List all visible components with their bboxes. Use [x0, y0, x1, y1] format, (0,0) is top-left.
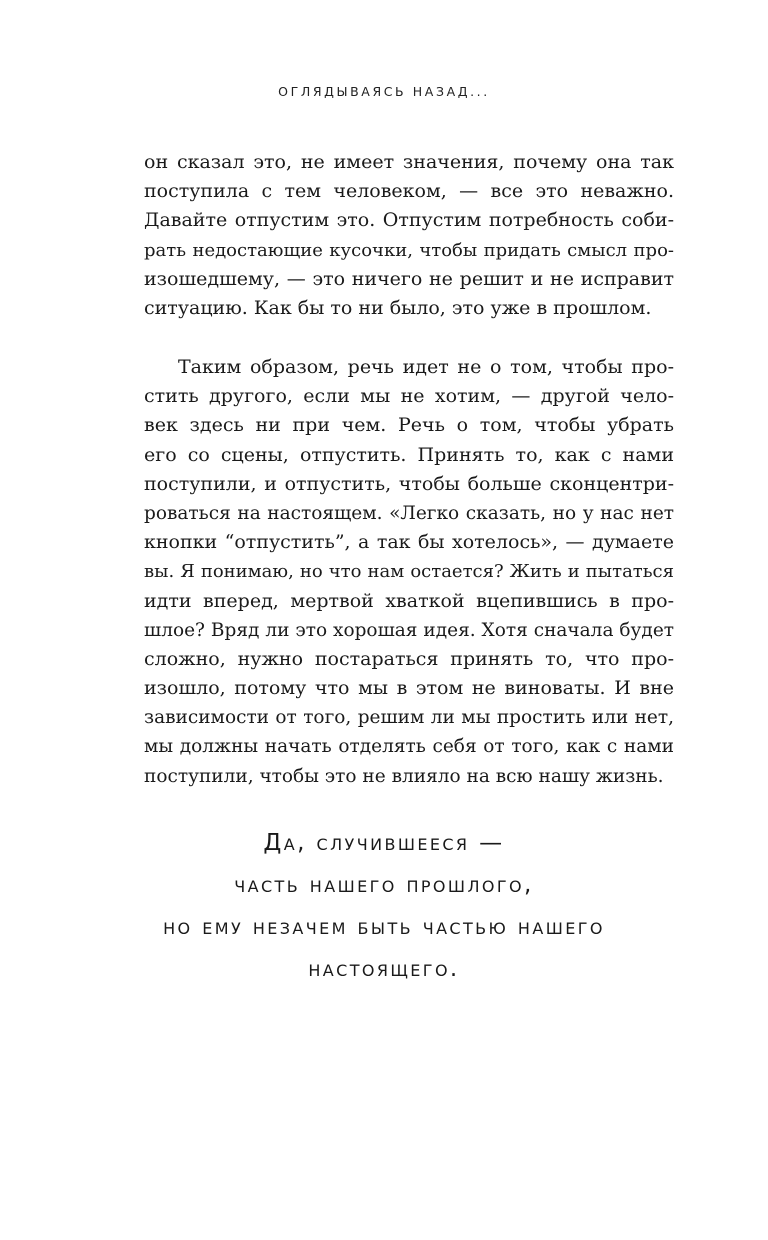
pull-quote-line: но ему незачем быть частью нашего	[163, 914, 605, 940]
text-line: мы должны начать отделять себя от того, как с нами	[144, 736, 674, 758]
text-line: кнопки “отпустить”, а так бы хотелось», — думаете	[144, 531, 674, 554]
paragraph-2	[144, 353, 674, 791]
text-line: поступила с тем человеком, — все это неважно.	[144, 180, 674, 203]
text-line: изошедшему, — это ничего не решит и не исправит	[144, 267, 674, 290]
text-line: поступили, и отпустить, чтобы больше сконцентри-	[144, 472, 674, 495]
text-line: Таким образом, речь идет не о том, чтобы про-	[178, 356, 674, 378]
paragraph-1	[144, 148, 674, 323]
text-line: идти вперед, мертвой хваткой вцепившись в про-	[144, 589, 674, 612]
pull-quote-line: часть нашего прошлого,	[234, 872, 534, 898]
text-line: стить другого, если мы не хотим, — другой чело-	[144, 385, 674, 408]
text-line: век здесь ни при чем. Речь о том, чтобы убрать	[144, 414, 674, 437]
text-line: шлое? Вряд ли это хорошая идея. Хотя сначала будет	[144, 619, 674, 641]
text-line: рать недостающие кусочки, чтобы придать смысл про-	[144, 239, 674, 261]
text-line: зависимости от того, решим ли мы простить или нет,	[144, 707, 674, 729]
pull-quote	[0, 822, 768, 990]
pull-quote-line: Да, случившееся —	[263, 830, 505, 856]
text-line: сложно, нужно постараться принять то, что про-	[144, 647, 674, 670]
text-line: изошло, потому что мы в этом не виноваты. И вне	[144, 677, 674, 700]
text-line: Давайте отпустим это. Отпустим потребность соби-	[144, 209, 674, 232]
pull-quote-line: настоящего.	[308, 956, 460, 982]
text-line: поступили, чтобы это не влияло на всю нашу жизнь.	[144, 765, 664, 787]
running-head: ОГЛЯДЫВАЯСЬ НАЗАД...	[278, 84, 490, 99]
text-line: его со сцены, отпустить. Принять то, как с нами	[144, 443, 674, 466]
text-line: он сказал это, не имеет значения, почему она так	[144, 151, 674, 173]
text-line: ситуацию. Как бы то ни было, это уже в прошлом.	[144, 296, 652, 319]
text-line: роваться на настоящем. «Легко сказать, но у нас нет	[144, 502, 674, 524]
text-line: вы. Я понимаю, но что нам остается? Жить и пытаться	[144, 561, 674, 583]
